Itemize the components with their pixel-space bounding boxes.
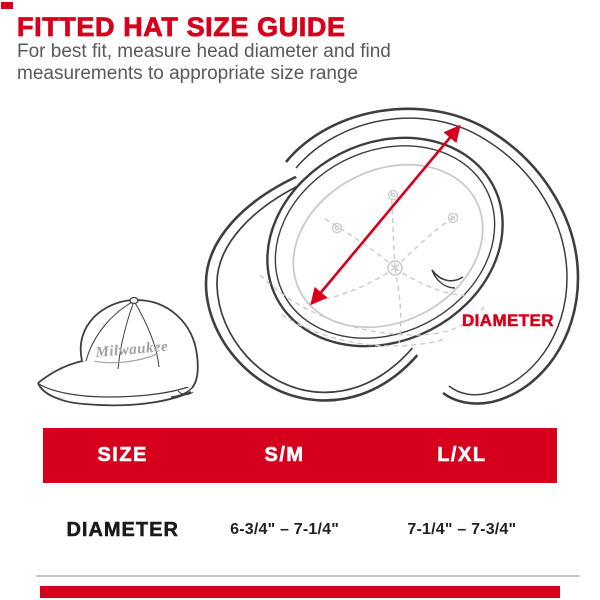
diameter-range-sm: 6-3/4" – 7-1/4" [230, 521, 340, 538]
size-table-header [43, 428, 557, 483]
subtitle-line1: For best fit, measure head diameter and find [17, 41, 391, 62]
column-header-sm: S/M [264, 444, 305, 466]
subtitle-line2: measurements to appropriate size range [17, 63, 359, 84]
brand-corner-mark [1, 2, 13, 9]
hat-bottom-view-illustration [200, 100, 600, 445]
milwaukee-logo: Milwaukee [94, 338, 169, 361]
table-divider [36, 575, 580, 577]
column-header-size: SIZE [97, 444, 148, 466]
diameter-label: DIAMETER [462, 311, 554, 330]
hat-side-view-illustration [30, 295, 235, 425]
brand-bottom-bar [40, 586, 560, 598]
page-title: FITTED HAT SIZE GUIDE [17, 12, 346, 42]
column-header-lxl: L/XL [437, 444, 487, 466]
row-label-diameter: DIAMETER [66, 518, 179, 541]
diameter-range-lxl: 7-1/4" – 7-3/4" [407, 521, 517, 538]
table-row-diameter [43, 519, 557, 541]
hat-top-button [130, 298, 138, 304]
